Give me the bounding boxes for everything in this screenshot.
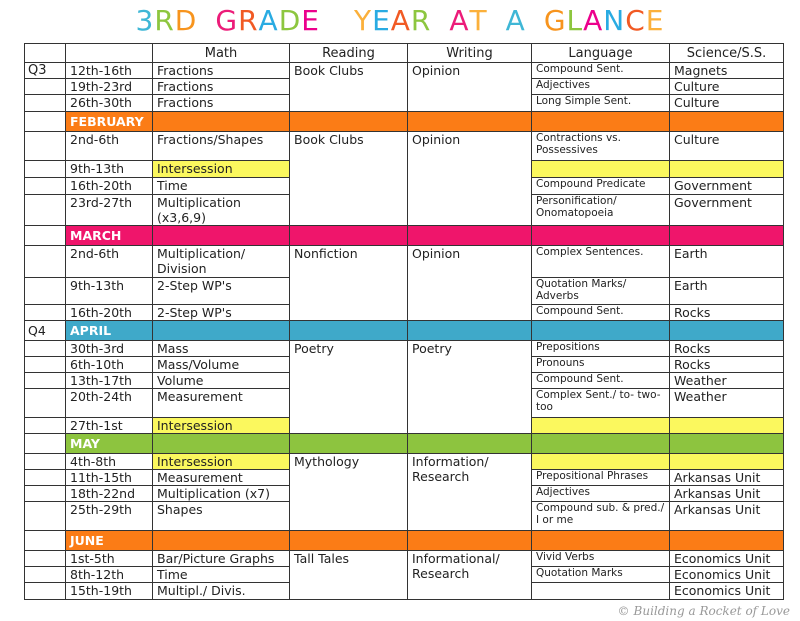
week-cell: 16th-20th (66, 305, 153, 321)
header-cell (25, 44, 66, 63)
month-band-cell (670, 112, 784, 132)
math-cell: Shapes (153, 502, 290, 531)
month-band-cell (532, 226, 670, 246)
week-cell: 4th-8th (66, 454, 153, 470)
quarter-cell (25, 486, 66, 502)
title-letter: D (174, 4, 198, 37)
watermark (618, 604, 790, 618)
quarter-cell (25, 132, 66, 161)
watermark-text: Building a Rocket of Love (633, 604, 790, 618)
quarter-cell (25, 246, 66, 278)
science-cell (670, 161, 784, 178)
language-cell: Pronouns (532, 357, 670, 373)
quarter-cell (25, 226, 66, 246)
language-cell (532, 454, 670, 470)
math-cell: Multipl./ Divis. (153, 583, 290, 600)
header-writing: Writing (408, 44, 532, 63)
week-cell: 20th-24th (66, 389, 153, 418)
month-banner-row (25, 321, 784, 341)
month-banner-row (25, 112, 784, 132)
math-cell: Fractions (153, 79, 290, 95)
title-letter: 3 (135, 4, 155, 37)
title-letter: R (410, 4, 432, 37)
title-letter: G (543, 4, 567, 37)
quarter-cell (25, 305, 66, 321)
month-band-cell (532, 531, 670, 551)
language-cell (532, 418, 670, 434)
week-row (25, 454, 784, 470)
quarter-label: Q4 (25, 321, 66, 341)
science-cell: Economics Unit (670, 551, 784, 567)
title-letter: A (583, 4, 604, 37)
science-cell: Economics Unit (670, 583, 784, 600)
month-banner-row (25, 531, 784, 551)
language-cell: Compound sub. & pred./ I or me (532, 502, 670, 531)
language-cell: Compound Predicate (532, 178, 670, 195)
math-cell: Multiplication (x3,6,9) (153, 195, 290, 226)
week-cell: 15th-19th (66, 583, 153, 600)
quarter-cell (25, 357, 66, 373)
science-cell: Magnets (670, 63, 784, 79)
writing-cell: Opinion (408, 63, 532, 112)
copyright-symbol: © (617, 604, 630, 618)
title-letter: E (645, 4, 665, 37)
science-cell: Culture (670, 79, 784, 95)
week-row (25, 341, 784, 357)
month-band-cell (153, 321, 290, 341)
quarter-cell (25, 278, 66, 305)
month-band-cell (153, 112, 290, 132)
header-reading: Reading (290, 44, 408, 63)
week-cell: 2nd-6th (66, 246, 153, 278)
language-cell: Compound Sent. (532, 373, 670, 389)
title-letter: D (278, 4, 302, 37)
quarter-cell (25, 551, 66, 567)
science-cell: Earth (670, 246, 784, 278)
month-band-cell (532, 112, 670, 132)
month-band-cell (408, 226, 532, 246)
writing-cell: Informational/ Research (408, 551, 532, 600)
month-banner-row (25, 434, 784, 454)
header-science: Science/S.S. (670, 44, 784, 63)
month-band-cell (670, 531, 784, 551)
month-label: JUNE (66, 531, 153, 551)
header-cell (66, 44, 153, 63)
month-band-cell (532, 434, 670, 454)
language-cell: Contractions vs. Possessives (532, 132, 670, 161)
header-math: Math (153, 44, 290, 63)
quarter-label: Q3 (25, 63, 66, 79)
week-row (25, 132, 784, 161)
reading-cell: Nonfiction (290, 246, 408, 321)
science-cell: Weather (670, 389, 784, 418)
week-cell: 8th-12th (66, 567, 153, 583)
title-letter: G (215, 4, 239, 37)
language-cell: Quotation Marks (532, 567, 670, 583)
language-cell (532, 161, 670, 178)
science-cell: Economics Unit (670, 567, 784, 583)
quarter-cell (25, 389, 66, 418)
science-cell: Rocks (670, 357, 784, 373)
science-cell: Earth (670, 278, 784, 305)
week-cell: 26th-30th (66, 95, 153, 112)
math-cell: Intersession (153, 161, 290, 178)
week-cell: 30th-3rd (66, 341, 153, 357)
title-letter: C (625, 4, 646, 37)
language-cell: Compound Sent. (532, 305, 670, 321)
reading-cell: Tall Tales (290, 551, 408, 600)
month-banner-row (25, 226, 784, 246)
week-cell: 13th-17th (66, 373, 153, 389)
month-band-cell (290, 226, 408, 246)
reading-cell: Book Clubs (290, 63, 408, 112)
science-cell: Government (670, 178, 784, 195)
quarter-cell (25, 454, 66, 470)
month-band-cell (670, 321, 784, 341)
header-row (25, 44, 784, 63)
title-letter: E (372, 4, 391, 37)
quarter-cell (25, 531, 66, 551)
title-letter: A (390, 4, 411, 37)
reading-cell: Mythology (290, 454, 408, 531)
month-band-cell (408, 321, 532, 341)
title-letter: A (258, 4, 279, 37)
language-cell: Adjectives (532, 486, 670, 502)
quarter-cell (25, 79, 66, 95)
language-cell: Personification/ Onomatopoeia (532, 195, 670, 226)
math-cell: Fractions (153, 63, 290, 79)
science-cell: Culture (670, 95, 784, 112)
math-cell: Fractions (153, 95, 290, 112)
week-row (25, 551, 784, 567)
language-cell: Compound Sent. (532, 63, 670, 79)
title-letter: N (603, 4, 626, 37)
language-cell: Prepositional Phrases (532, 470, 670, 486)
science-cell: Arkansas Unit (670, 470, 784, 486)
math-cell: Mass (153, 341, 290, 357)
month-band-cell (670, 434, 784, 454)
title-letter: A (449, 4, 470, 37)
month-band-cell (290, 112, 408, 132)
week-row (25, 63, 784, 79)
week-cell: 11th-15th (66, 470, 153, 486)
quarter-cell (25, 195, 66, 226)
month-band-cell (408, 112, 532, 132)
quarter-cell (25, 341, 66, 357)
math-cell: Volume (153, 373, 290, 389)
quarter-cell (25, 567, 66, 583)
language-cell: Quotation Marks/ Adverbs (532, 278, 670, 305)
week-cell: 18th-22nd (66, 486, 153, 502)
language-cell: Long Simple Sent. (532, 95, 670, 112)
week-cell: 19th-23rd (66, 79, 153, 95)
language-cell (532, 583, 670, 600)
month-band-cell (153, 531, 290, 551)
math-cell: Measurement (153, 389, 290, 418)
title-letter: T (469, 4, 488, 37)
page-title (0, 4, 800, 42)
quarter-cell (25, 161, 66, 178)
math-cell: Time (153, 178, 290, 195)
week-cell: 23rd-27th (66, 195, 153, 226)
month-band-cell (670, 226, 784, 246)
math-cell: Intersession (153, 454, 290, 470)
week-cell: 2nd-6th (66, 132, 153, 161)
week-cell: 27th-1st (66, 418, 153, 434)
month-band-cell (290, 321, 408, 341)
quarter-cell (25, 112, 66, 132)
quarter-cell (25, 373, 66, 389)
math-cell: 2-Step WP's (153, 278, 290, 305)
science-cell: Culture (670, 132, 784, 161)
year-at-a-glance-table (24, 43, 783, 605)
title-letter: Y (353, 4, 373, 37)
language-cell: Vivid Verbs (532, 551, 670, 567)
month-band-cell (532, 321, 670, 341)
week-cell: 1st-5th (66, 551, 153, 567)
month-label: APRIL (66, 321, 153, 341)
writing-cell: Poetry (408, 341, 532, 434)
language-cell: Complex Sent./ to- two-too (532, 389, 670, 418)
math-cell: 2-Step WP's (153, 305, 290, 321)
quarter-cell (25, 178, 66, 195)
month-band-cell (408, 434, 532, 454)
quarter-cell (25, 434, 66, 454)
science-cell: Weather (670, 373, 784, 389)
title-letter: R (154, 4, 175, 37)
month-label: MAY (66, 434, 153, 454)
month-band-cell (290, 434, 408, 454)
title-letter: A (505, 4, 526, 37)
math-cell: Multiplication/ Division (153, 246, 290, 278)
science-cell: Government (670, 195, 784, 226)
quarter-cell (25, 502, 66, 531)
week-cell: 25th-29th (66, 502, 153, 531)
science-cell: Rocks (670, 305, 784, 321)
math-cell: Bar/Picture Graphs (153, 551, 290, 567)
title-letter: L (566, 4, 584, 37)
math-cell: Multiplication (x7) (153, 486, 290, 502)
science-cell (670, 454, 784, 470)
part1 (136, 4, 320, 37)
language-cell: Complex Sentences. (532, 246, 670, 278)
quarter-cell (25, 583, 66, 600)
science-cell: Rocks (670, 341, 784, 357)
month-label: MARCH (66, 226, 153, 246)
math-cell: Time (153, 567, 290, 583)
reading-cell: Poetry (290, 341, 408, 434)
math-cell: Intersession (153, 418, 290, 434)
science-cell: Arkansas Unit (670, 502, 784, 531)
writing-cell: Opinion (408, 246, 532, 321)
math-cell: Fractions/Shapes (153, 132, 290, 161)
header-language: Language (532, 44, 670, 63)
writing-cell: Information/ Research (408, 454, 532, 531)
quarter-cell (25, 95, 66, 112)
week-cell: 6th-10th (66, 357, 153, 373)
month-band-cell (153, 434, 290, 454)
language-cell: Adjectives (532, 79, 670, 95)
week-cell: 16th-20th (66, 178, 153, 195)
week-row (25, 246, 784, 278)
month-band-cell (153, 226, 290, 246)
week-cell: 9th-13th (66, 161, 153, 178)
part2 (354, 4, 665, 37)
month-band-cell (408, 531, 532, 551)
week-cell: 12th-16th (66, 63, 153, 79)
week-cell: 9th-13th (66, 278, 153, 305)
writing-cell: Opinion (408, 132, 532, 226)
language-cell: Prepositions (532, 341, 670, 357)
quarter-cell (25, 470, 66, 486)
science-cell (670, 418, 784, 434)
quarter-cell (25, 418, 66, 434)
reading-cell: Book Clubs (290, 132, 408, 226)
science-cell: Arkansas Unit (670, 486, 784, 502)
title-letter: E (301, 4, 320, 37)
month-band-cell (290, 531, 408, 551)
math-cell: Mass/Volume (153, 357, 290, 373)
math-cell: Measurement (153, 470, 290, 486)
month-label: FEBRUARY (66, 112, 153, 132)
title-letter: R (238, 4, 259, 37)
